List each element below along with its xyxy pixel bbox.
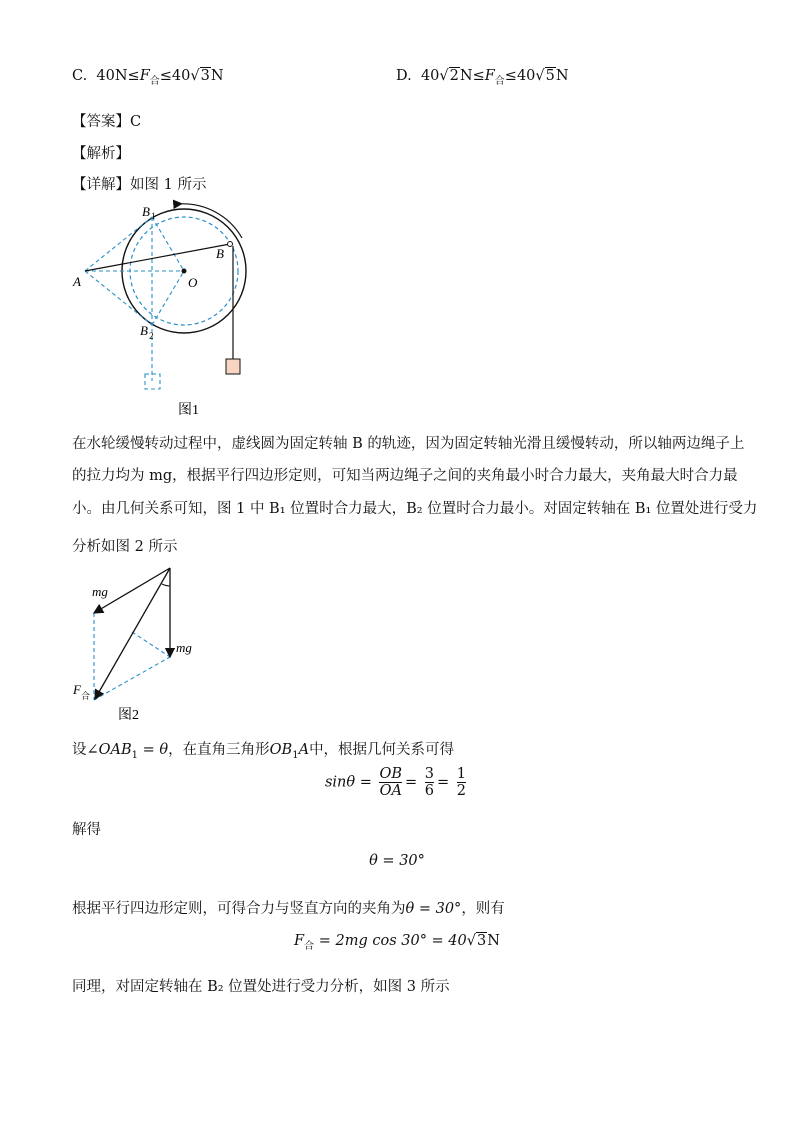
label-a: A xyxy=(73,274,81,289)
label-b2-sub: 2 xyxy=(149,331,154,341)
label-mg-left: mg xyxy=(92,584,108,599)
label-mg-right: mg xyxy=(176,640,192,655)
paragraph-1-line-3: 小。由几何关系可知，图 1 中 B₁ 位置时合力最大，B₂ 位置时合力最小。对固定转轴在 B₁ 位置处进行受力 xyxy=(72,501,758,517)
label-b1: B xyxy=(142,204,150,219)
analysis-tag: 【解析】 xyxy=(72,146,130,162)
paragraph-1-line-2: 的拉力均为 mg，根据平行四边形定则，可知当两边绳子之间的夹角最小时合力最大，夹角最大时合力最 xyxy=(72,468,738,484)
answer-line: 【答案】C xyxy=(72,114,142,130)
label-b: B xyxy=(216,246,224,261)
label-f: F xyxy=(73,682,81,697)
construction-lines xyxy=(85,217,184,389)
rope-a-b xyxy=(85,244,230,271)
figure-2-caption: 图2 xyxy=(118,708,139,723)
equation-force: $F_合 = 2mg$ cos 30° = 40√3N xyxy=(294,933,500,952)
figure-1 xyxy=(70,196,270,421)
parallel-line: 根据平行四边形定则，可得合力与竖直方向的夹角为θ = 30°，则有 xyxy=(72,901,505,917)
last-line: 同理，对固定转轴在 B₂ 位置处进行受力分析，如图 3 所示 xyxy=(72,979,450,995)
label-o: O xyxy=(188,275,198,290)
label-b2: B xyxy=(140,323,148,338)
set-line: 设$\angle OAB_1 = \theta$，在直角三角形$OB_1A$中，根据几何关系可得 xyxy=(72,742,455,761)
hanging-block xyxy=(226,359,240,374)
figure-2 xyxy=(70,560,210,730)
label-f-sub: 合 xyxy=(81,691,91,701)
fig2-construction xyxy=(94,613,170,700)
paragraph-1-line-4: 分析如图 2 所示 xyxy=(72,539,178,555)
paragraph-1-line-1: 在水轮缓慢转动过程中，虚线圆为固定转轴 B 的轨迹，因为固定转轴光滑且缓慢转动，所以轴两边绳子上 xyxy=(72,436,745,452)
center-o xyxy=(182,269,187,274)
label-b1-sub: 1 xyxy=(151,211,156,221)
figure-1-caption: 图1 xyxy=(178,403,199,418)
solve-label: 解得 xyxy=(72,822,101,838)
equation-theta: θ = 30° xyxy=(369,853,425,869)
option-c: C. $40N\le F_合\le 40√3N$ xyxy=(72,68,224,87)
option-d: D. $40√2N\le F_合\le 40√5N$ xyxy=(396,68,569,87)
equation-sin: sinθ = $\frac{OB}{OA}$ = $\frac{3}{6}$ = $\frac{1}{2}$ xyxy=(324,766,467,799)
axle-b xyxy=(228,242,233,247)
detail-line: 【详解】如图 1 所示 xyxy=(72,177,207,193)
angle-arc xyxy=(162,584,170,586)
